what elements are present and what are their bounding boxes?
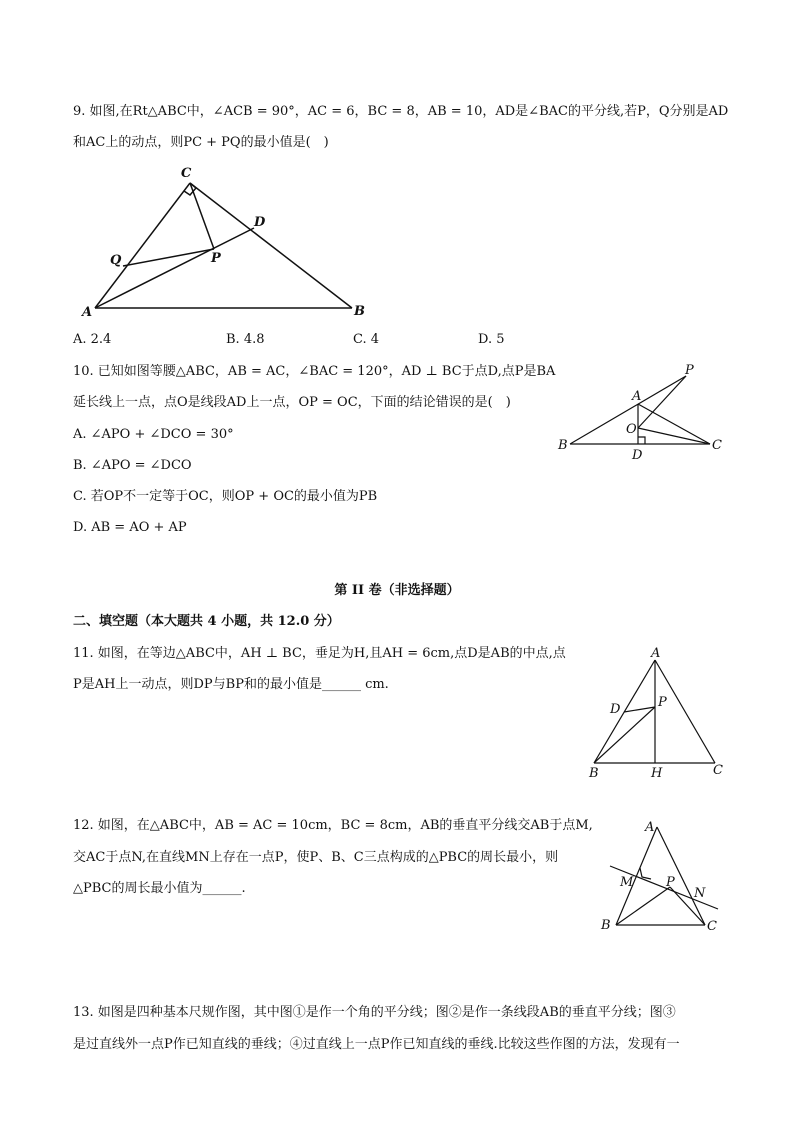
q11-stem-line1: 11. 如图，在等边△ABC中，AH ⊥ BC，垂足为H,且AH = 6cm,点D是AB的中点,点 [73,646,566,661]
q9-stem-line1: 9. 如图,在Rt△ABC中，∠ACB = 90°，AC = 6，BC = 8，AB = 10，AD是∠BAC的平分线,若P，Q分别是AD [73,104,729,119]
q9-stem-line2: 和AC上的动点，则PC + PQ的最小值是( ) [73,135,329,150]
q12-stem-line2: 交AC于点N,在直线MN上存在一点P，使P、B、C三点构成的△PBC的周长最小，则 [73,850,559,865]
q12-stem-line3: △PBC的周长最小值为______. [73,881,246,896]
q9-label-c: C [181,166,192,181]
q11-stem-line2: P是AH上一动点，则DP与BP和的最小值是______ cm. [73,677,389,692]
q9-option-c: C. 4 [353,332,380,347]
section-title: 第 II 卷（非选择题） [334,583,460,598]
q10-label-a: A [632,389,642,404]
q9-label-d: D [254,215,266,230]
q11-label-c: C [713,763,723,778]
q13-stem-line1: 13. 如图是四种基本尺规作图，其中图①是作一个角的平分线；图②是作一条线段AB的垂直平分线；图③ [73,1005,676,1020]
q12-figure [595,815,725,935]
q13-stem-line2: 是过直线外一点P作已知直线的垂线；④过直线上一点P作已知直线的垂线.比较这些作图的方法，发现有一 [73,1037,680,1052]
q9-label-a: A [82,305,93,320]
q11-figure [585,640,725,785]
q10-label-o: O [626,422,637,437]
q12-label-m: M [620,875,634,890]
q10-stem-line2: 延长线上一点，点O是线段AD上一点，OP = OC，下面的结论错误的是( ) [73,395,511,410]
q9-option-a: A. 2.4 [73,332,112,347]
q10-option-d: D. AB = AO + AP [73,520,187,535]
q9-label-b: B [354,304,365,319]
q10-label-p: P [685,363,694,378]
q10-label-d: D [632,448,643,463]
q12-label-c: C [707,919,717,934]
q10-stem-line1: 10. 已知如图等腰△ABC，AB = AC，∠BAC = 120°，AD ⊥ BC于点D,点P是BA [73,364,556,379]
q10-option-b: B. ∠APO = ∠DCO [73,458,192,473]
q12-label-b: B [601,918,611,933]
q10-option-a: A. ∠APO + ∠DCO = 30° [73,427,234,442]
q11-label-h: H [651,766,663,781]
q11-label-d: D [610,702,621,717]
section-part2: 二、填空题（本大题共 4 小题，共 12.0 分） [73,614,340,629]
q9-label-p: P [211,251,221,266]
q9-label-q: Q [110,253,122,268]
q10-label-c: C [712,438,722,453]
q10-figure [550,360,730,465]
q12-label-n: N [694,886,706,901]
q10-option-c: C. 若OP不一定等于OC，则OP + OC的最小值为PB [73,489,378,504]
q10-label-b: B [558,438,568,453]
q9-option-d: D. 5 [478,332,505,347]
q11-label-p: P [658,695,667,710]
q12-stem-line1: 12. 如图，在△ABC中，AB = AC = 10cm，BC = 8cm，AB的垂直平分线交AB于点M, [73,818,593,833]
q9-figure [80,160,380,320]
q12-label-a: A [645,820,655,835]
q12-label-p: P [666,875,675,890]
q9-option-b: B. 4.8 [226,332,265,347]
q11-label-b: B [589,766,599,781]
q11-label-a: A [651,646,661,661]
